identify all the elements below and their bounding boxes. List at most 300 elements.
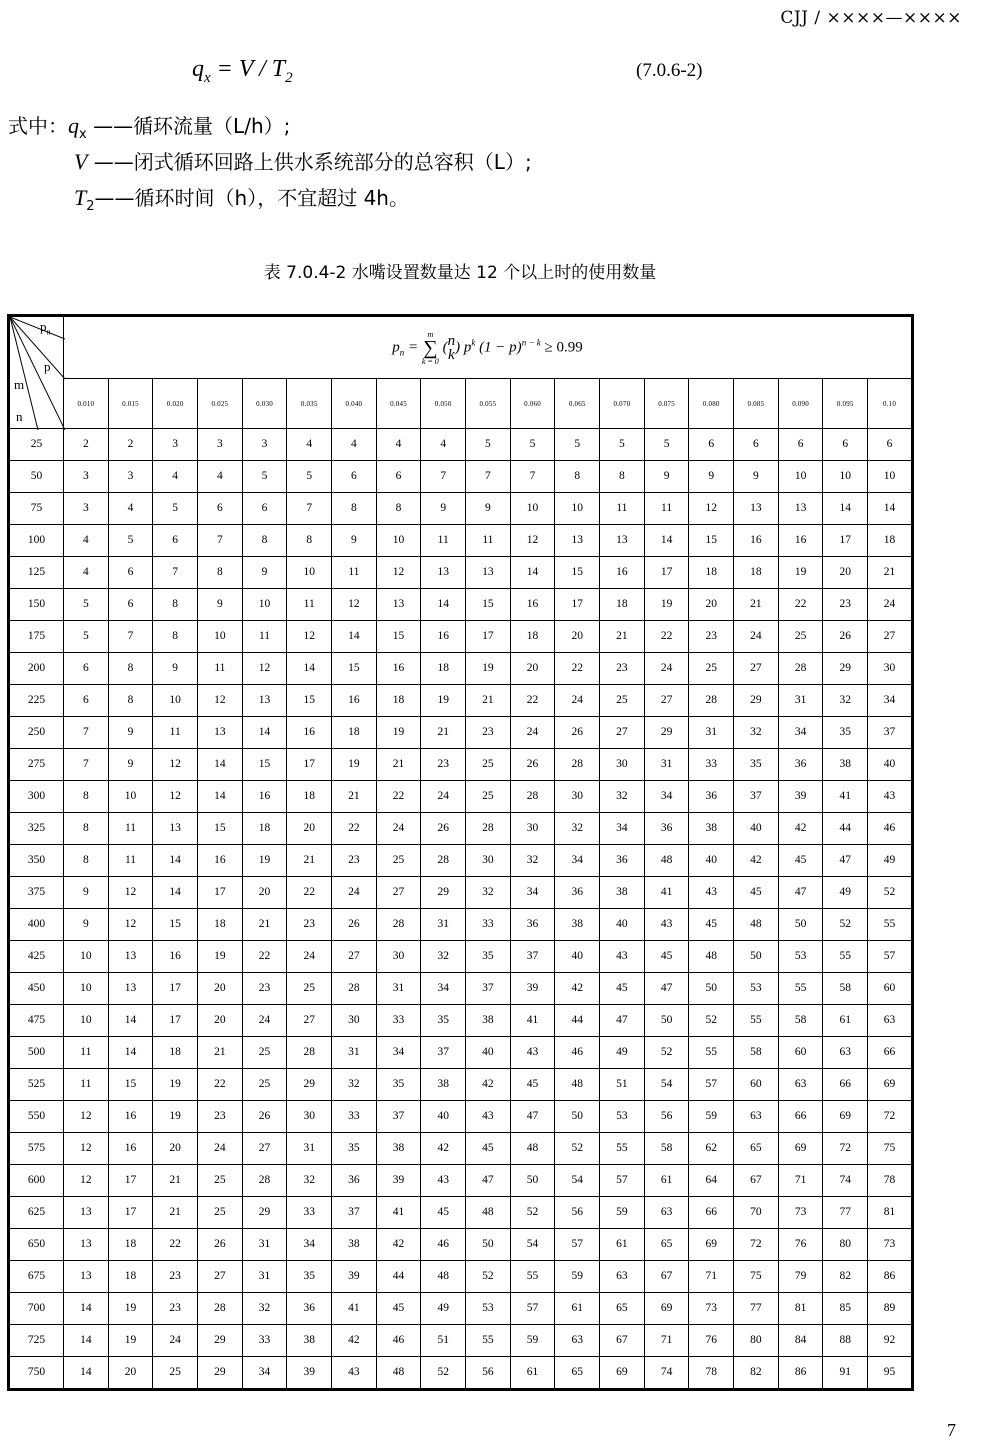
table-cell: 86 — [868, 1260, 913, 1292]
table-cell: 13 — [108, 940, 153, 972]
table-cell: 6 — [734, 429, 779, 461]
table-cell: 72 — [868, 1100, 913, 1132]
table-cell: 50 — [510, 1164, 555, 1196]
table-cell: 43 — [689, 876, 734, 908]
table-cell: 36 — [689, 780, 734, 812]
table-cell: 10 — [153, 684, 198, 716]
table-cell: 34 — [287, 1228, 332, 1260]
table-cell: 48 — [734, 908, 779, 940]
table-cell: 28 — [421, 844, 466, 876]
table-cell: 81 — [868, 1196, 913, 1228]
table-cell: 36 — [332, 1164, 377, 1196]
table-cell: 29 — [242, 1196, 287, 1228]
table-cell: 69 — [868, 1068, 913, 1100]
table-cell: 8 — [64, 812, 109, 844]
table-cell: 29 — [823, 652, 868, 684]
table-cell: 21 — [153, 1196, 198, 1228]
table-cell: 8 — [108, 652, 153, 684]
table-cell: 11 — [644, 492, 689, 524]
table-cell: 41 — [510, 1004, 555, 1036]
table-cell: 49 — [421, 1292, 466, 1324]
table-cell: 45 — [689, 908, 734, 940]
table-cell: 17 — [644, 556, 689, 588]
table-row — [9, 1132, 913, 1164]
table-cell: 9 — [242, 556, 287, 588]
table-cell: 38 — [689, 812, 734, 844]
table-cell: 19 — [198, 940, 243, 972]
table-cell: 48 — [466, 1196, 511, 1228]
table-row — [9, 684, 913, 716]
table-cell: 28 — [198, 1292, 243, 1324]
table-row — [9, 1196, 913, 1228]
table-cell: 6 — [108, 588, 153, 620]
table-cell: 25 — [466, 748, 511, 780]
table-cell: 3 — [108, 460, 153, 492]
table-cell: 40 — [466, 1036, 511, 1068]
table-cell: 22 — [287, 876, 332, 908]
table-cell: 16 — [153, 940, 198, 972]
table-cell: 63 — [555, 1324, 600, 1356]
table-cell: 28 — [242, 1164, 287, 1196]
table-cell: 18 — [421, 652, 466, 684]
table-cell: 39 — [778, 780, 823, 812]
table-cell: 23 — [823, 588, 868, 620]
table-cell: 22 — [198, 1068, 243, 1100]
table-cell: 75 — [868, 1132, 913, 1164]
table-cell: 18 — [734, 556, 779, 588]
row-n-value: 350 — [9, 844, 64, 876]
row-n-value: 200 — [9, 652, 64, 684]
row-n-value: 100 — [9, 524, 64, 556]
table-cell: 25 — [287, 972, 332, 1004]
table-cell: 45 — [734, 876, 779, 908]
table-cell: 16 — [332, 684, 377, 716]
table-cell: 31 — [242, 1260, 287, 1292]
table-cell: 31 — [242, 1228, 287, 1260]
table-cell: 21 — [421, 716, 466, 748]
table-cell: 57 — [510, 1292, 555, 1324]
table-cell: 8 — [600, 460, 645, 492]
table-cell: 72 — [734, 1228, 779, 1260]
table-cell: 33 — [376, 1004, 421, 1036]
table-cell: 44 — [376, 1260, 421, 1292]
table-cell: 63 — [734, 1100, 779, 1132]
table-cell: 13 — [242, 684, 287, 716]
table-cell: 17 — [198, 876, 243, 908]
table-cell: 13 — [555, 524, 600, 556]
table-cell: 48 — [376, 1356, 421, 1389]
formula-qx: $q_x = V / T_2$ — [192, 56, 293, 86]
table-cell: 80 — [734, 1324, 779, 1356]
table-caption: 表 7.0.4-2 水嘴设置数量达 12 个以上时的使用数量 — [263, 263, 657, 283]
table-cell: 21 — [287, 844, 332, 876]
row-n-value: 475 — [9, 1004, 64, 1036]
table-cell: 38 — [421, 1068, 466, 1100]
table-cell: 30 — [868, 652, 913, 684]
table-cell: 18 — [600, 588, 645, 620]
table-row — [9, 1004, 913, 1036]
table-cell: 39 — [376, 1164, 421, 1196]
table-cell: 45 — [510, 1068, 555, 1100]
table-cell: 50 — [555, 1100, 600, 1132]
table-row — [9, 1164, 913, 1196]
table-cell: 19 — [376, 716, 421, 748]
table-cell: 35 — [734, 748, 779, 780]
table-cell: 4 — [287, 429, 332, 461]
row-n-value: 625 — [9, 1196, 64, 1228]
probability-formula: $p_n$ = m ∑ k = 0 ( n k ) $p^k$ $(1 - p)^{n - k} \ge 0.99$ — [64, 316, 913, 379]
table-cell: 8 — [242, 524, 287, 556]
table-cell: 25 — [153, 1356, 198, 1389]
table-cell: 74 — [823, 1164, 868, 1196]
table-cell: 27 — [868, 620, 913, 652]
table-corner-header — [9, 316, 64, 429]
table-cell: 27 — [198, 1260, 243, 1292]
table-cell: 29 — [198, 1324, 243, 1356]
table-cell: 7 — [421, 460, 466, 492]
table-cell: 9 — [466, 492, 511, 524]
table-cell: 5 — [510, 429, 555, 461]
p-value-header: 0.050 — [421, 379, 466, 429]
table-cell: 14 — [421, 588, 466, 620]
table-cell: 26 — [510, 748, 555, 780]
table-cell: 65 — [600, 1292, 645, 1324]
table-cell: 82 — [734, 1356, 779, 1389]
table-cell: 9 — [644, 460, 689, 492]
table-cell: 18 — [376, 684, 421, 716]
table-cell: 69 — [689, 1228, 734, 1260]
table-cell: 47 — [778, 876, 823, 908]
table-cell: 9 — [689, 460, 734, 492]
table-cell: 28 — [510, 780, 555, 812]
table-cell: 18 — [198, 908, 243, 940]
table-cell: 67 — [734, 1164, 779, 1196]
table-cell: 32 — [555, 812, 600, 844]
table-row — [9, 652, 913, 684]
table-cell: 19 — [466, 652, 511, 684]
corner-label-p: p — [44, 359, 51, 374]
table-cell: 32 — [600, 780, 645, 812]
table-cell: 30 — [466, 844, 511, 876]
table-cell: 61 — [823, 1004, 868, 1036]
table-cell: 6 — [868, 429, 913, 461]
table-cell: 23 — [689, 620, 734, 652]
table-cell: 7 — [510, 460, 555, 492]
table-cell: 11 — [64, 1068, 109, 1100]
table-cell: 10 — [198, 620, 243, 652]
table-cell: 52 — [823, 908, 868, 940]
table-cell: 92 — [868, 1324, 913, 1356]
table-row — [9, 1100, 913, 1132]
table-cell: 43 — [332, 1356, 377, 1389]
table-row — [9, 748, 913, 780]
table-cell: 9 — [153, 652, 198, 684]
table-cell: 20 — [153, 1132, 198, 1164]
table-cell: 17 — [153, 1004, 198, 1036]
table-cell: 43 — [600, 940, 645, 972]
table-cell: 15 — [108, 1068, 153, 1100]
table-cell: 65 — [555, 1356, 600, 1389]
table-cell: 9 — [64, 908, 109, 940]
table-cell: 31 — [287, 1132, 332, 1164]
table-cell: 27 — [287, 1004, 332, 1036]
table-cell: 17 — [108, 1164, 153, 1196]
table-cell: 51 — [600, 1068, 645, 1100]
p-value-header: 0.080 — [689, 379, 734, 429]
table-cell: 69 — [778, 1132, 823, 1164]
table-cell: 6 — [778, 429, 823, 461]
table-cell: 34 — [421, 972, 466, 1004]
table-cell: 3 — [198, 429, 243, 461]
table-cell: 31 — [778, 684, 823, 716]
table-cell: 22 — [778, 588, 823, 620]
table-cell: 52 — [421, 1356, 466, 1389]
table-cell: 23 — [242, 972, 287, 1004]
table-cell: 37 — [466, 972, 511, 1004]
table-cell: 63 — [644, 1196, 689, 1228]
table-cell: 7 — [198, 524, 243, 556]
table-cell: 15 — [153, 908, 198, 940]
table-cell: 11 — [600, 492, 645, 524]
table-cell: 23 — [153, 1292, 198, 1324]
table-cell: 50 — [466, 1228, 511, 1260]
table-cell: 11 — [198, 652, 243, 684]
table-cell: 10 — [778, 460, 823, 492]
p-value-header: 0.045 — [376, 379, 421, 429]
table-cell: 18 — [108, 1260, 153, 1292]
table-cell: 24 — [198, 1132, 243, 1164]
table-cell: 20 — [108, 1356, 153, 1389]
table-cell: 20 — [555, 620, 600, 652]
table-cell: 6 — [64, 684, 109, 716]
table-cell: 9 — [108, 748, 153, 780]
table-cell: 39 — [510, 972, 555, 1004]
row-n-value: 575 — [9, 1132, 64, 1164]
corner-label-pn: $p_n$ — [40, 319, 51, 337]
row-n-value: 600 — [9, 1164, 64, 1196]
table-cell: 22 — [332, 812, 377, 844]
table-cell: 11 — [242, 620, 287, 652]
table-cell: 35 — [332, 1132, 377, 1164]
table-cell: 48 — [421, 1260, 466, 1292]
table-cell: 10 — [108, 780, 153, 812]
table-cell: 12 — [689, 492, 734, 524]
table-cell: 42 — [734, 844, 779, 876]
table-cell: 69 — [823, 1100, 868, 1132]
table-cell: 21 — [376, 748, 421, 780]
table-cell: 43 — [868, 780, 913, 812]
table-cell: 52 — [510, 1196, 555, 1228]
table-cell: 47 — [466, 1164, 511, 1196]
row-n-value: 325 — [9, 812, 64, 844]
table-cell: 22 — [510, 684, 555, 716]
table-cell: 37 — [421, 1036, 466, 1068]
table-cell: 42 — [778, 812, 823, 844]
row-n-value: 250 — [9, 716, 64, 748]
table-cell: 36 — [510, 908, 555, 940]
table-cell: 48 — [689, 940, 734, 972]
table-cell: 16 — [734, 524, 779, 556]
table-cell: 49 — [600, 1036, 645, 1068]
table-row — [9, 524, 913, 556]
table-cell: 45 — [600, 972, 645, 1004]
table-cell: 12 — [153, 748, 198, 780]
table-cell: 19 — [421, 684, 466, 716]
table-cell: 76 — [778, 1228, 823, 1260]
table-cell: 39 — [287, 1356, 332, 1389]
table-cell: 41 — [332, 1292, 377, 1324]
table-cell: 17 — [287, 748, 332, 780]
table-cell: 11 — [466, 524, 511, 556]
table-cell: 34 — [644, 780, 689, 812]
table-cell: 12 — [64, 1100, 109, 1132]
table-cell: 40 — [734, 812, 779, 844]
table-cell: 18 — [510, 620, 555, 652]
table-cell: 89 — [868, 1292, 913, 1324]
table-cell: 57 — [868, 940, 913, 972]
table-cell: 71 — [689, 1260, 734, 1292]
table-cell: 35 — [287, 1260, 332, 1292]
table-cell: 44 — [555, 1004, 600, 1036]
faucet-usage-table — [7, 314, 914, 1391]
table-cell: 4 — [64, 524, 109, 556]
table-cell: 14 — [108, 1036, 153, 1068]
table-cell: 18 — [242, 812, 287, 844]
table-cell: 14 — [153, 844, 198, 876]
p-value-header: 0.075 — [644, 379, 689, 429]
table-cell: 84 — [778, 1324, 823, 1356]
table-cell: 46 — [421, 1228, 466, 1260]
table-cell: 19 — [644, 588, 689, 620]
table-cell: 15 — [287, 684, 332, 716]
table-cell: 32 — [734, 716, 779, 748]
table-cell: 42 — [376, 1228, 421, 1260]
table-cell: 21 — [332, 780, 377, 812]
table-cell: 59 — [689, 1100, 734, 1132]
table-cell: 27 — [644, 684, 689, 716]
table-cell: 13 — [600, 524, 645, 556]
table-cell: 24 — [555, 684, 600, 716]
table-cell: 26 — [332, 908, 377, 940]
table-cell: 9 — [734, 460, 779, 492]
table-cell: 42 — [421, 1132, 466, 1164]
table-row — [9, 1228, 913, 1260]
p-value-header: 0.085 — [734, 379, 779, 429]
table-cell: 42 — [332, 1324, 377, 1356]
table-cell: 61 — [600, 1228, 645, 1260]
table-cell: 46 — [376, 1324, 421, 1356]
table-cell: 12 — [287, 620, 332, 652]
table-cell: 24 — [376, 812, 421, 844]
table-cell: 45 — [466, 1132, 511, 1164]
table-cell: 23 — [600, 652, 645, 684]
table-cell: 40 — [421, 1100, 466, 1132]
table-cell: 28 — [376, 908, 421, 940]
table-cell: 32 — [823, 684, 868, 716]
table-cell: 11 — [108, 844, 153, 876]
table-cell: 16 — [778, 524, 823, 556]
table-row — [9, 812, 913, 844]
table-cell: 25 — [242, 1036, 287, 1068]
equation-number: (7.0.6-2) — [636, 60, 703, 81]
row-n-value: 650 — [9, 1228, 64, 1260]
table-cell: 6 — [332, 460, 377, 492]
table-cell: 38 — [600, 876, 645, 908]
row-n-value: 400 — [9, 908, 64, 940]
table-cell: 17 — [153, 972, 198, 1004]
table-cell: 16 — [287, 716, 332, 748]
table-row — [9, 1292, 913, 1324]
table-cell: 23 — [421, 748, 466, 780]
table-cell: 55 — [734, 1004, 779, 1036]
table-cell: 34 — [242, 1356, 287, 1389]
table-cell: 76 — [689, 1324, 734, 1356]
table-cell: 15 — [376, 620, 421, 652]
table-cell: 3 — [242, 429, 287, 461]
table-row — [9, 588, 913, 620]
table-row — [9, 1260, 913, 1292]
table-cell: 24 — [421, 780, 466, 812]
table-cell: 31 — [421, 908, 466, 940]
table-cell: 32 — [242, 1292, 287, 1324]
table-cell: 32 — [421, 940, 466, 972]
table-cell: 14 — [153, 876, 198, 908]
table-cell: 32 — [466, 876, 511, 908]
table-cell: 14 — [242, 716, 287, 748]
table-cell: 16 — [510, 588, 555, 620]
table-cell: 48 — [510, 1132, 555, 1164]
table-cell: 25 — [600, 684, 645, 716]
table-cell: 71 — [778, 1164, 823, 1196]
table-cell: 20 — [198, 1004, 243, 1036]
table-cell: 5 — [555, 429, 600, 461]
table-cell: 10 — [823, 460, 868, 492]
table-cell: 6 — [376, 460, 421, 492]
row-n-value: 50 — [9, 460, 64, 492]
table-cell: 50 — [644, 1004, 689, 1036]
table-cell: 15 — [555, 556, 600, 588]
document-header-code: CJJ / ××××—×××× — [780, 8, 962, 28]
table-cell: 31 — [689, 716, 734, 748]
table-cell: 25 — [689, 652, 734, 684]
table-cell: 26 — [242, 1100, 287, 1132]
row-n-value: 550 — [9, 1100, 64, 1132]
table-cell: 3 — [64, 492, 109, 524]
row-n-value: 150 — [9, 588, 64, 620]
table-cell: 19 — [153, 1100, 198, 1132]
table-cell: 56 — [555, 1196, 600, 1228]
table-cell: 55 — [868, 908, 913, 940]
table-cell: 19 — [332, 748, 377, 780]
table-cell: 45 — [376, 1292, 421, 1324]
table-cell: 81 — [778, 1292, 823, 1324]
table-cell: 6 — [689, 429, 734, 461]
table-cell: 27 — [376, 876, 421, 908]
table-cell: 58 — [823, 972, 868, 1004]
row-n-value: 725 — [9, 1324, 64, 1356]
table-cell: 24 — [332, 876, 377, 908]
definition-t2: $T_2——$循环时间（h），不宜超过 4h。 — [74, 185, 409, 214]
table-cell: 14 — [198, 748, 243, 780]
table-row — [9, 780, 913, 812]
table-cell: 44 — [823, 812, 868, 844]
table-cell: 78 — [689, 1356, 734, 1389]
table-cell: 46 — [868, 812, 913, 844]
table-cell: 57 — [600, 1164, 645, 1196]
row-n-value: 275 — [9, 748, 64, 780]
table-cell: 4 — [332, 429, 377, 461]
table-cell: 13 — [466, 556, 511, 588]
